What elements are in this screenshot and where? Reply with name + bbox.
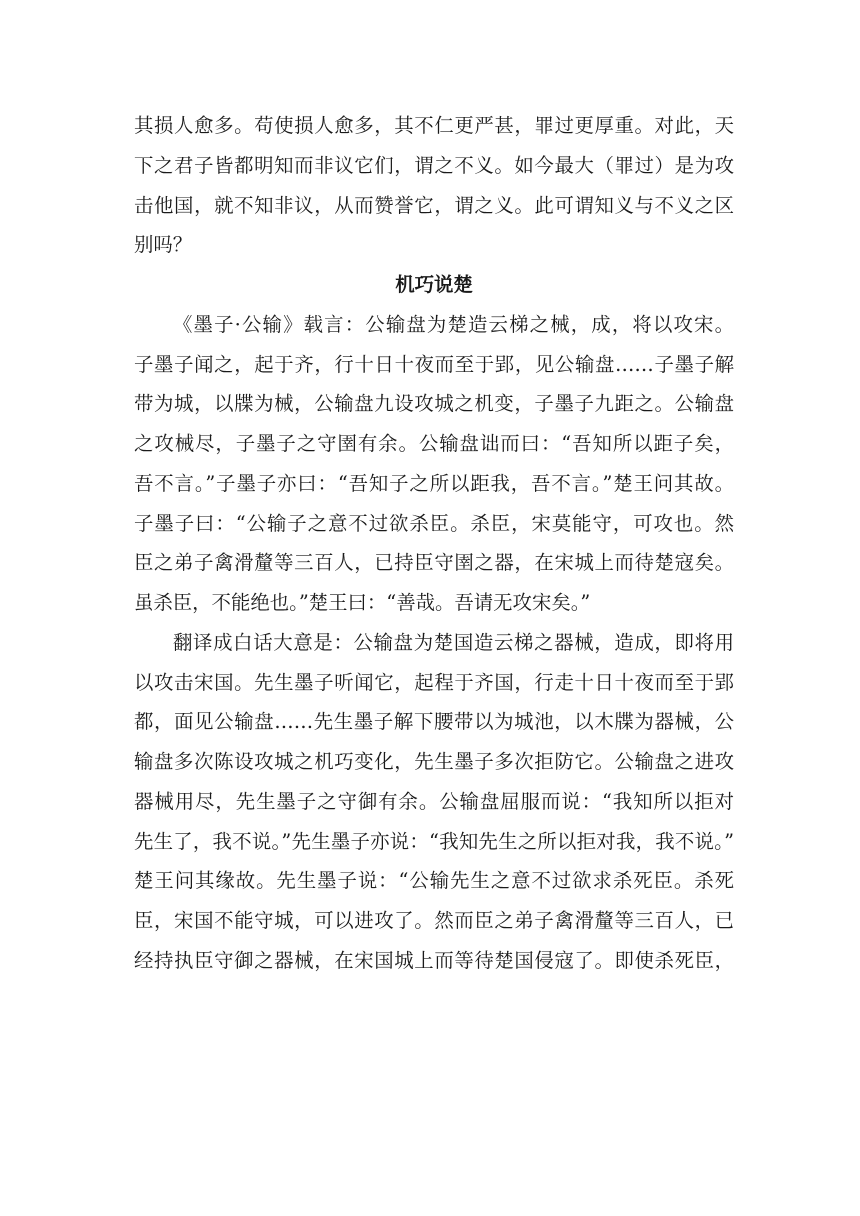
- paragraph-line: 先生了，我不说。”先生墨子亦说：“我知先生之所以拒对我，我不说。”: [134, 829, 734, 853]
- paragraph-line: 都，面见公输盘……先生墨子解下腰带以为城池，以木牒为器械，公: [134, 710, 734, 734]
- paragraph-line: 吾不言。”子墨子亦曰：“吾知子之所以距我，吾不言。”楚王问其故。: [134, 471, 734, 495]
- paragraph-2: [134, 305, 734, 623]
- paragraph-line: 子墨子闻之，起于齐，行十日十夜而至于郢，见公输盘……子墨子解: [134, 352, 734, 376]
- document-page: [134, 106, 734, 981]
- paragraph-line: 臣之弟子禽滑釐等三百人，已持臣守圉之器，在宋城上而待楚寇矣。: [134, 551, 734, 575]
- paragraph-line: 臣，宋国不能守城，可以进攻了。然而臣之弟子禽滑釐等三百人，已: [134, 909, 734, 932]
- paragraph-line: 输盘多次陈设攻城之机巧变化，先生墨子多次拒防它。公输盘之进攻: [134, 750, 734, 773]
- paragraph-line: 器械用尽，先生墨子之守御有余。公输盘屈服而说：“我知所以拒对: [134, 789, 734, 813]
- paragraph-line: 翻译成白话大意是：公输盘为楚国造云梯之器械，造成，即将用: [173, 630, 734, 654]
- paragraph-line: 楚王问其缘故。先生墨子说：“公输先生之意不过欲求杀死臣。杀死: [134, 869, 734, 893]
- paragraph-line: 别吗？: [134, 233, 193, 257]
- paragraph-line: 以攻击宋国。先生墨子听闻它，起程于齐国，行走十日十夜而至于郢: [134, 670, 734, 694]
- paragraph-line: 其损人愈多。苟使损人愈多，其不仁更严甚，罪过更厚重。对此，天: [134, 114, 734, 137]
- paragraph-line: 之攻械尽，子墨子之守圉有余。公输盘诎而曰：“吾知所以距子矣，: [134, 432, 734, 455]
- paragraph-line: 击他国，就不知非议，从而赞誉它，谓之义。此可谓知义与不义之区: [134, 193, 734, 217]
- paragraph-3: [134, 623, 734, 981]
- paragraph-line: 经持执臣守御之器械，在宋国城上而等待楚国侵寇了。即使杀死臣，: [134, 948, 734, 972]
- paragraph-line: 子墨子曰：“公输子之意不过欲杀臣。杀臣，宋莫能守，可攻也。然: [134, 511, 734, 535]
- paragraph-line: 《墨子·公输》载言：公输盘为楚造云梯之械，成，将以攻宋。: [173, 312, 734, 336]
- paragraph-line: 带为城，以牒为械，公输盘九设攻城之机变，子墨子九距之。公输盘: [134, 392, 734, 416]
- section-title: 机巧说楚: [395, 273, 473, 296]
- paragraph-1: [134, 106, 734, 265]
- paragraph-line: 虽杀臣，不能绝也。”楚王曰：“善哉。吾请无攻宋矣。”: [134, 591, 591, 614]
- paragraph-line: 下之君子皆都明知而非议它们，谓之不义。如今最大（罪过）是为攻: [134, 153, 734, 177]
